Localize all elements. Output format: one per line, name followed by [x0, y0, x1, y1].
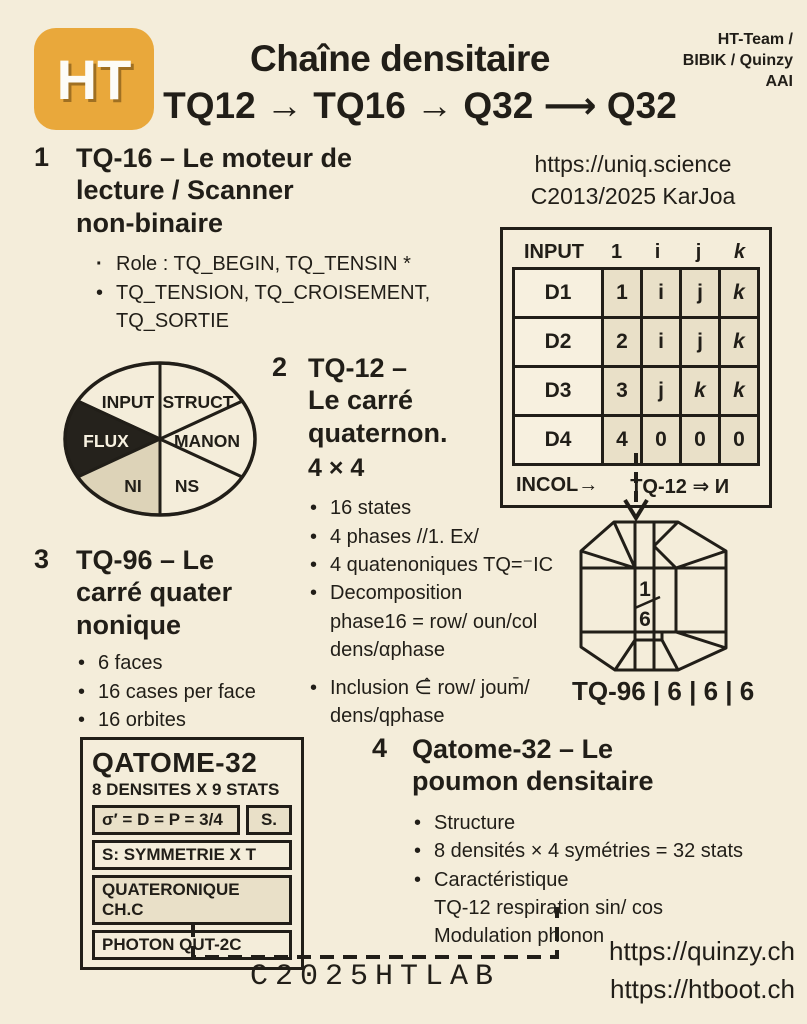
section-3-title: TQ-96 – Le carré quater nonique: [76, 545, 233, 640]
list-item: • Inclusion ∈̂ row/ joum̄/: [308, 674, 598, 702]
qatome-s: S.: [246, 805, 292, 835]
qatome-quateronique: QUATERONIQUE CH.C: [92, 875, 292, 925]
list-item: • 16 orbites: [76, 706, 256, 734]
credit-line: AAI: [765, 72, 793, 90]
lab-stamp: C2025HTLAB: [250, 960, 501, 994]
qatome-subtitle: 8 DENSITES X 9 STATS: [92, 780, 280, 799]
section-1-title: TQ-16 – Le moteur de lecture / Scanner non-binaire: [76, 143, 353, 238]
section-1-number: 1: [34, 142, 50, 172]
list-item: dens/αphase: [330, 639, 445, 662]
cube-cell-bottom: 6: [639, 608, 651, 631]
uniq-url-block: [488, 148, 778, 212]
table-row: D1 1 i j k: [514, 269, 759, 318]
pie-label-flux: FLUX: [83, 431, 129, 451]
list-item: • 16 states: [308, 494, 598, 522]
list-item: TQ-12 respiration sin/ cos: [434, 896, 663, 919]
cube-cell-top: 1: [639, 578, 651, 601]
table-row: D4 4 0 0 0: [514, 416, 759, 465]
pie-label-ni: NI: [124, 476, 142, 496]
list-item: • 4 phases //1. Ex/: [308, 523, 598, 551]
page-title: Chaîne densitaire: [250, 38, 550, 79]
chain-subtitle: TQ12 → TQ16 → Q32 ⟶ Q32: [163, 85, 677, 126]
list-item: dens/qphase: [330, 704, 445, 727]
input-table-footer: INCOL→ TQ-12 ⇒ И: [516, 474, 730, 498]
list-item: phase16 = row/ oun/col: [330, 610, 538, 633]
bullet-tq-list: • TQ_TENSION, TQ_CROISEMENT, TQ_SORTIE: [94, 279, 496, 336]
site-urls: [609, 933, 795, 1008]
section-2-number: 2: [272, 352, 288, 382]
table-row: D3 3 j k k: [514, 367, 759, 416]
pie-chart: [60, 358, 260, 520]
list-item: • Decomposition: [308, 579, 598, 607]
section-3-number: 3: [34, 544, 50, 574]
pie-label-ns: NS: [174, 476, 200, 496]
list-item: • 16 cases per face: [76, 678, 256, 706]
qatome-formula: σ′ = D = P = 3/4: [92, 805, 240, 835]
uniq-credit: C2013/2025 KarJoa: [530, 183, 736, 210]
section-2: [272, 352, 572, 730]
credits: [683, 30, 793, 92]
section-3: [34, 544, 274, 734]
list-item: Modulation phonon: [434, 925, 605, 948]
list-item: • 6 faces: [76, 649, 256, 677]
section-2-title: TQ-12 – Le carré quaternon.: [308, 353, 448, 448]
credit-line: HT-Team /: [717, 31, 793, 48]
section-1: [34, 142, 454, 335]
list-item: • Caractéristique: [412, 866, 743, 894]
qatome-photon: PHOTON QUT-2C: [92, 930, 292, 960]
pie-label-manon: MANON: [173, 431, 241, 451]
cube-diagram: [578, 520, 728, 672]
table-row: D2 2 i j k: [514, 318, 759, 367]
list-item: • 8 densités × 4 symétries = 32 stats: [412, 837, 743, 865]
dashed-arrow-icon: [612, 450, 660, 524]
list-item: • Structure: [412, 809, 743, 837]
bullet-role: · Role : TQ_BEGIN, TQ_TENSIN *: [94, 250, 496, 278]
section-4-title: Qatome-32 – Le poumon densitaire: [412, 734, 654, 797]
qatome-title: QATOME-32: [92, 747, 258, 778]
credit-line: BIBIK / Quinzy: [682, 51, 793, 69]
input-table-header: INPUT 1 i j k: [524, 240, 746, 263]
section-4-number: 4: [372, 733, 388, 763]
list-item: • 4 quatenoniques TQ=⁻IC: [308, 551, 598, 579]
quinzy-url: https://quinzy.ch: [609, 936, 795, 966]
ht-logo-text: HT: [56, 47, 132, 111]
uniq-url: https://uniq.science: [534, 151, 732, 177]
section-2-subtitle: 4 × 4: [308, 454, 365, 483]
htboot-url: https://htboot.ch: [609, 973, 795, 1004]
qatome-symmetry: S: SYMMETRIE X T: [92, 840, 292, 870]
pie-label-struct: STRUCT: [162, 392, 234, 412]
pie-label-input: INPUT: [101, 392, 155, 412]
cube-caption: TQ-96 | 6 | 6 | 6: [572, 676, 755, 706]
